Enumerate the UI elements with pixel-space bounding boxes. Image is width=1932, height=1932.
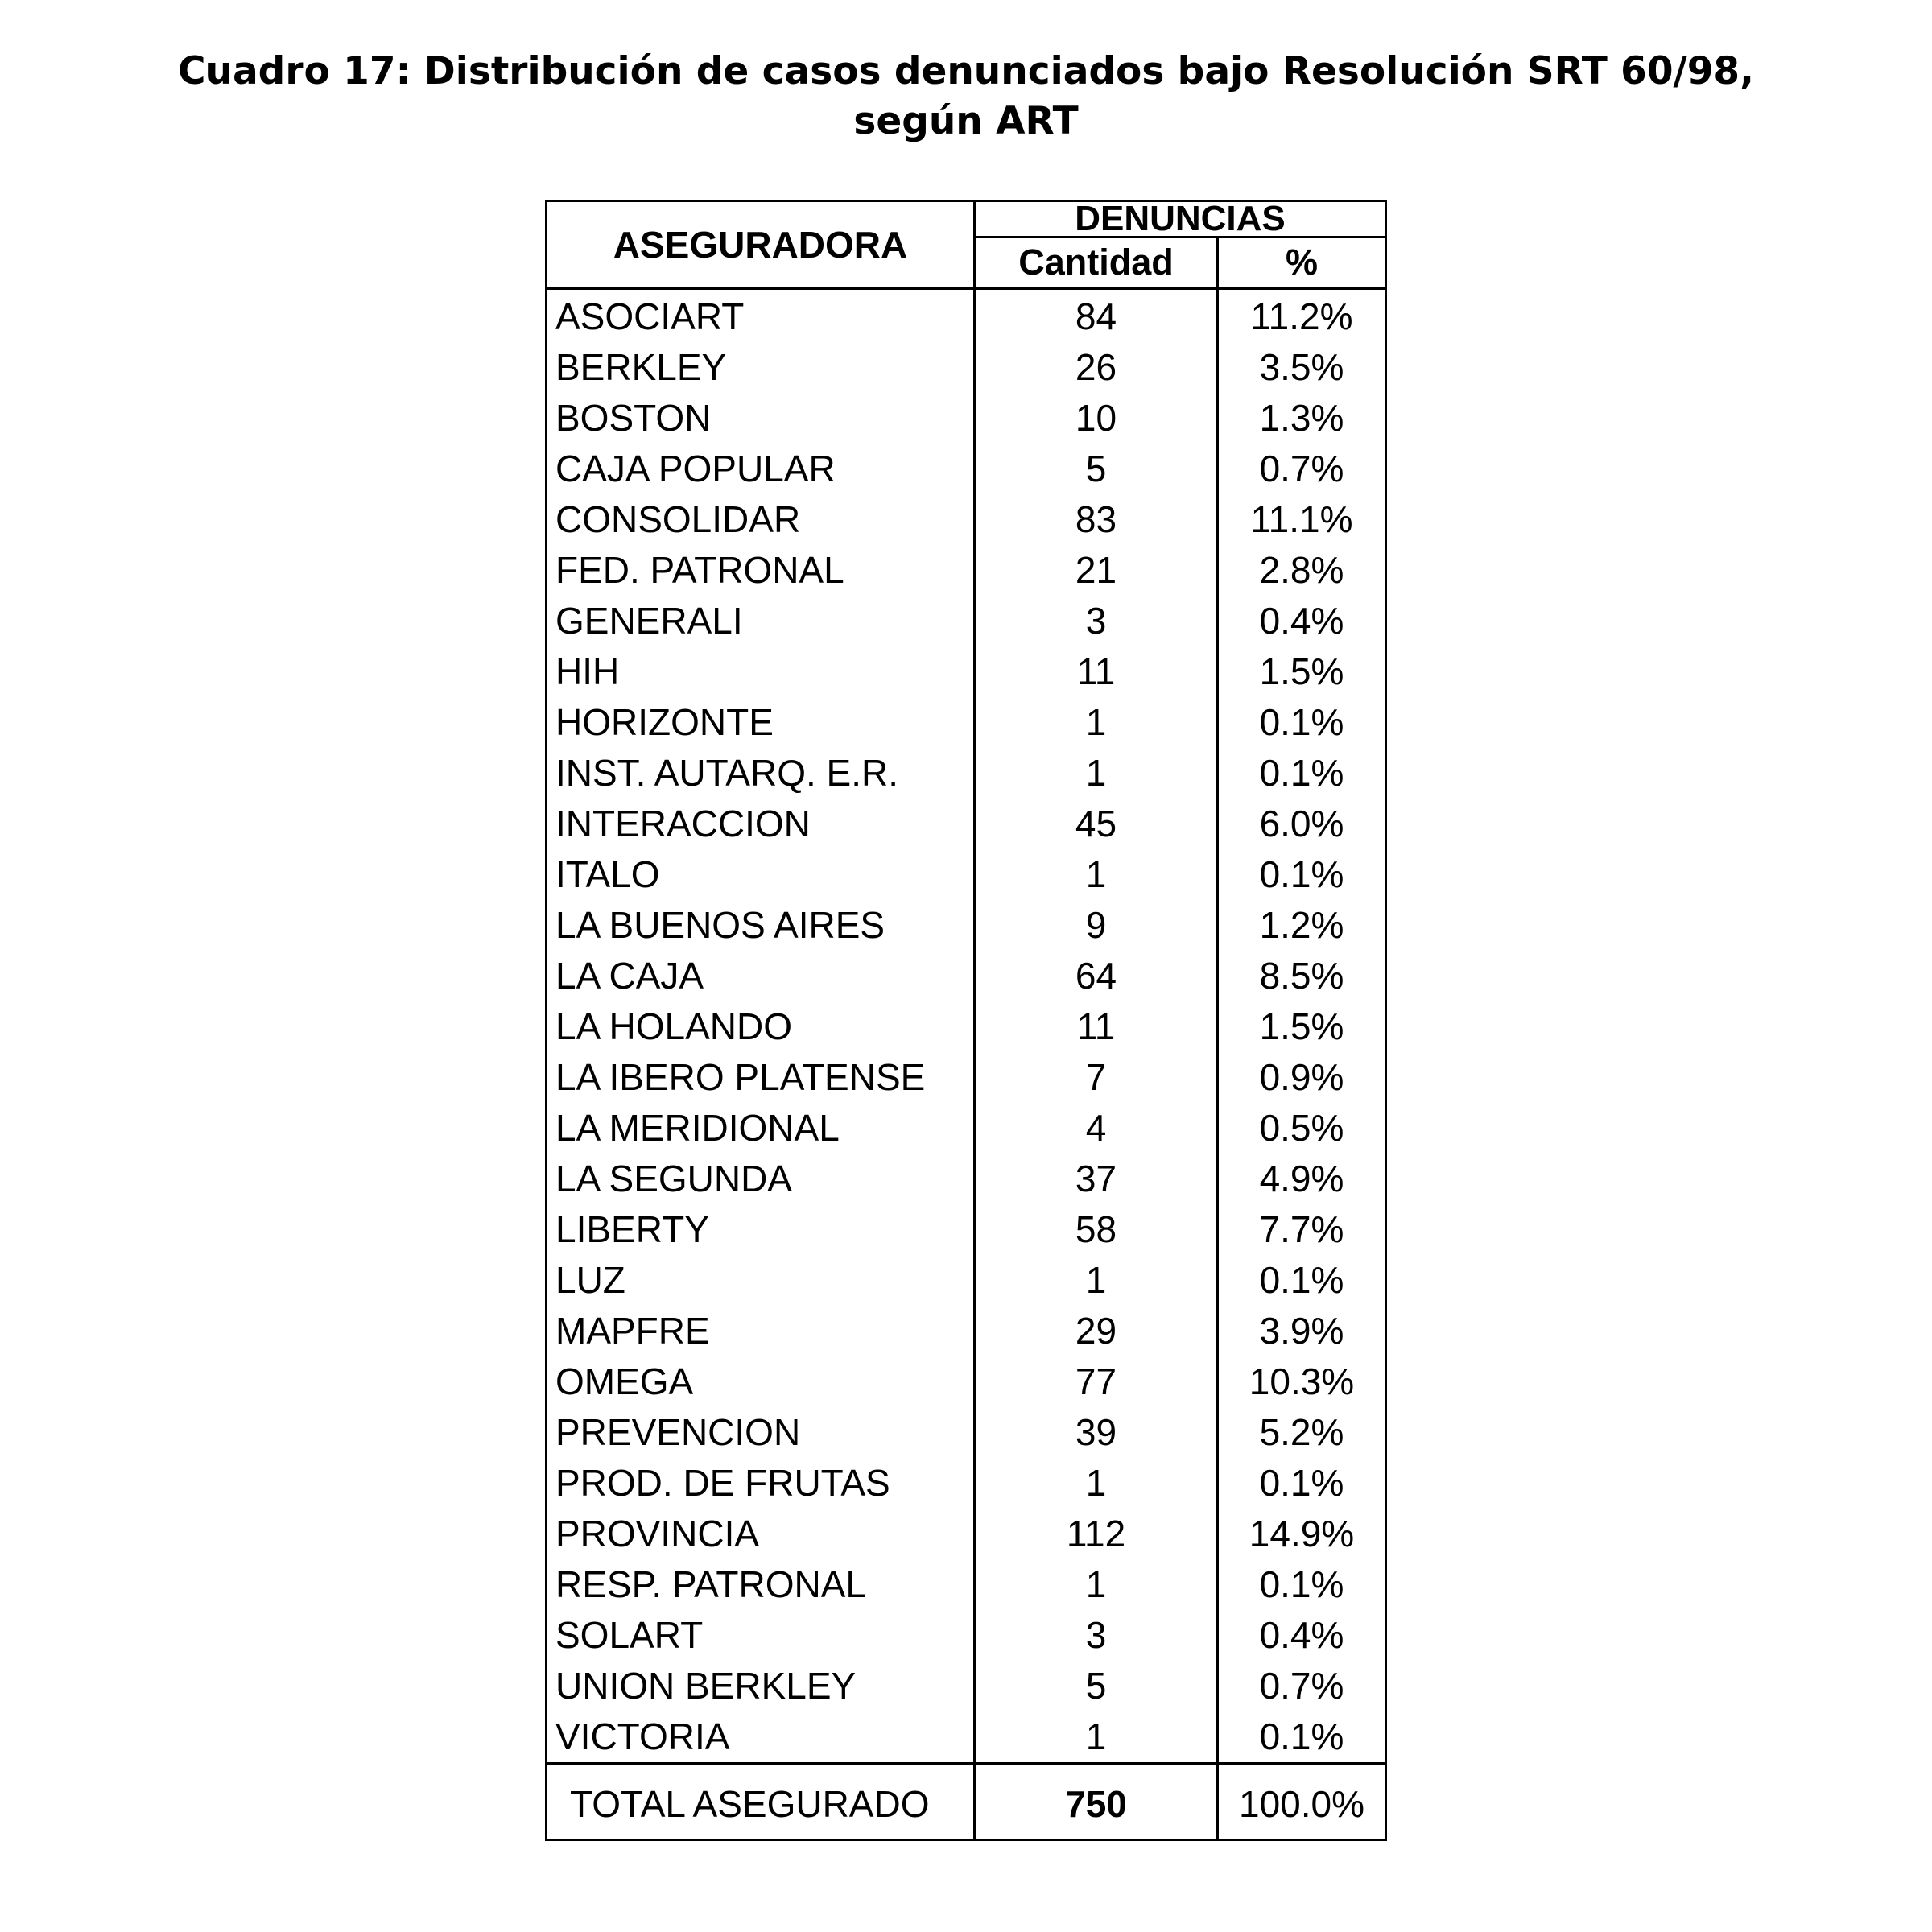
- table-row: [547, 1356, 1386, 1407]
- table-row: [547, 1407, 1386, 1458]
- table-row: [547, 799, 1386, 849]
- cantidad-cell: 11: [975, 1001, 1218, 1052]
- table-header: [547, 201, 1386, 289]
- insurer-name: UNION BERKLEY: [547, 1661, 975, 1711]
- insurer-name: INST. AUTARQ. E.R.: [547, 748, 975, 799]
- insurer-name: ITALO: [547, 849, 975, 900]
- percent-cell: 5.2%: [1259, 1411, 1344, 1453]
- table-row: [547, 1052, 1386, 1103]
- percent-cell: 1.3%: [1259, 397, 1344, 439]
- cantidad-cell: 1: [975, 697, 1218, 748]
- cantidad-cell: 9: [975, 900, 1218, 951]
- percent-cell: 4.9%: [1259, 1158, 1344, 1199]
- table-row: [547, 951, 1386, 1001]
- cantidad-cell: 1: [975, 1458, 1218, 1509]
- cantidad-cell: 3: [975, 596, 1218, 646]
- cantidad-cell: 5: [975, 444, 1218, 494]
- table-row: [547, 1661, 1386, 1711]
- cantidad-cell: 77: [975, 1356, 1218, 1407]
- percent-cell: 0.5%: [1259, 1107, 1344, 1149]
- table-row: [547, 1255, 1386, 1306]
- total-percent: 100.0%: [1218, 1764, 1386, 1840]
- cantidad-cell: 10: [975, 393, 1218, 444]
- insurer-name: LA SEGUNDA: [547, 1154, 975, 1204]
- insurer-name: LA MERIDIONAL: [547, 1103, 975, 1154]
- table-row: [547, 849, 1386, 900]
- cantidad-cell: 37: [975, 1154, 1218, 1204]
- table-row: [547, 900, 1386, 951]
- insurer-name: HORIZONTE: [547, 697, 975, 748]
- table-row: [547, 1306, 1386, 1356]
- table-row: [547, 1154, 1386, 1204]
- cantidad-cell: 29: [975, 1306, 1218, 1356]
- table-row: [547, 494, 1386, 545]
- percent-cell: 1.2%: [1259, 904, 1344, 946]
- insurer-name: GENERALI: [547, 596, 975, 646]
- table-footer: [547, 1764, 1386, 1840]
- percent-cell: 0.1%: [1259, 853, 1344, 895]
- insurer-name: ASOCIART: [547, 289, 975, 343]
- table-row: [547, 1610, 1386, 1661]
- insurer-name: CONSOLIDAR: [547, 494, 975, 545]
- insurer-name: PROD. DE FRUTAS: [547, 1458, 975, 1509]
- cantidad-cell: 7: [975, 1052, 1218, 1103]
- insurer-name: PREVENCION: [547, 1407, 975, 1458]
- insurer-name: OMEGA: [547, 1356, 975, 1407]
- percent-cell: 0.1%: [1259, 1563, 1344, 1605]
- insurer-name: VICTORIA: [547, 1711, 975, 1764]
- percent-cell: 6.0%: [1259, 803, 1344, 844]
- table-row: [547, 1509, 1386, 1559]
- percent-cell: 0.1%: [1259, 1259, 1344, 1301]
- percent-cell: 0.1%: [1259, 752, 1344, 794]
- table-row: [547, 596, 1386, 646]
- percent-cell: 0.9%: [1259, 1056, 1344, 1098]
- percent-cell: 0.1%: [1259, 701, 1344, 743]
- cantidad-cell: 1: [975, 748, 1218, 799]
- percent-cell: 7.7%: [1259, 1208, 1344, 1250]
- percent-cell: 1.5%: [1259, 650, 1344, 692]
- title-line-1: Cuadro 17: Distribución de casos denunciados bajo Resolución SRT 60/98,: [178, 49, 1754, 93]
- percent-cell: 2.8%: [1259, 549, 1344, 591]
- percent-cell: 0.1%: [1259, 1715, 1344, 1757]
- insurer-name: BOSTON: [547, 393, 975, 444]
- insurer-name: SOLART: [547, 1610, 975, 1661]
- header-denuncias: DENUNCIAS: [975, 201, 1386, 237]
- table-row: [547, 1001, 1386, 1052]
- cantidad-cell: 58: [975, 1204, 1218, 1255]
- cantidad-cell: 112: [975, 1509, 1218, 1559]
- percent-cell: 3.9%: [1259, 1310, 1344, 1352]
- table-row: [547, 1559, 1386, 1610]
- cantidad-cell: 83: [975, 494, 1218, 545]
- cantidad-cell: 21: [975, 545, 1218, 596]
- percent-cell: 11.1%: [1250, 498, 1353, 540]
- percent-cell: 0.7%: [1259, 448, 1344, 489]
- insurer-name: LA CAJA: [547, 951, 975, 1001]
- insurer-name: LIBERTY: [547, 1204, 975, 1255]
- percent-cell: 11.2%: [1250, 295, 1353, 337]
- percent-cell: 0.4%: [1259, 600, 1344, 642]
- cantidad-cell: 26: [975, 342, 1218, 393]
- insurer-name: LA BUENOS AIRES: [547, 900, 975, 951]
- percent-cell: 3.5%: [1259, 346, 1344, 388]
- header-percent: %: [1218, 237, 1386, 288]
- cantidad-cell: 1: [975, 1559, 1218, 1610]
- header-cantidad: Cantidad: [975, 237, 1218, 288]
- cantidad-cell: 39: [975, 1407, 1218, 1458]
- insurer-name: INTERACCION: [547, 799, 975, 849]
- table-row: [547, 545, 1386, 596]
- percent-cell: 0.4%: [1259, 1614, 1344, 1656]
- insurer-name: LA IBERO PLATENSE: [547, 1052, 975, 1103]
- table-row: [547, 697, 1386, 748]
- table-row: [547, 1103, 1386, 1154]
- title-line-2: según ART: [853, 99, 1079, 143]
- insurer-name: LA HOLANDO: [547, 1001, 975, 1052]
- table-row: [547, 748, 1386, 799]
- insurer-name: BERKLEY: [547, 342, 975, 393]
- table-row: [547, 342, 1386, 393]
- insurer-name: CAJA POPULAR: [547, 444, 975, 494]
- table-row: [547, 1711, 1386, 1764]
- insurer-name: HIH: [547, 646, 975, 697]
- header-aseguradora: ASEGURADORA: [547, 201, 975, 289]
- cantidad-cell: 64: [975, 951, 1218, 1001]
- total-label: TOTAL ASEGURADO: [547, 1764, 975, 1840]
- table-row: [547, 289, 1386, 343]
- percent-cell: 0.7%: [1259, 1665, 1344, 1707]
- total-cantidad: 750: [975, 1764, 1218, 1840]
- cantidad-cell: 5: [975, 1661, 1218, 1711]
- insurer-name: FED. PATRONAL: [547, 545, 975, 596]
- cantidad-cell: 1: [975, 849, 1218, 900]
- cantidad-cell: 1: [975, 1711, 1218, 1764]
- table-body: [547, 289, 1386, 1764]
- table-row: [547, 1458, 1386, 1509]
- percent-cell: 8.5%: [1259, 955, 1344, 997]
- percent-cell: 10.3%: [1249, 1360, 1355, 1402]
- percent-cell: 1.5%: [1259, 1005, 1344, 1047]
- table-row: [547, 646, 1386, 697]
- percent-cell: 14.9%: [1249, 1513, 1355, 1554]
- cantidad-cell: 11: [975, 646, 1218, 697]
- insurer-name: LUZ: [547, 1255, 975, 1306]
- cantidad-cell: 3: [975, 1610, 1218, 1661]
- insurer-name: MAPFRE: [547, 1306, 975, 1356]
- total-row: [547, 1764, 1386, 1840]
- page-title: [0, 47, 1932, 147]
- insurers-table: [545, 200, 1387, 1841]
- cantidad-cell: 1: [975, 1255, 1218, 1306]
- cantidad-cell: 4: [975, 1103, 1218, 1154]
- insurer-name: RESP. PATRONAL: [547, 1559, 975, 1610]
- percent-cell: 0.1%: [1259, 1462, 1344, 1504]
- insurer-name: PROVINCIA: [547, 1509, 975, 1559]
- table-row: [547, 444, 1386, 494]
- table-row: [547, 393, 1386, 444]
- table-row: [547, 1204, 1386, 1255]
- cantidad-cell: 45: [975, 799, 1218, 849]
- cantidad-cell: 84: [975, 289, 1218, 343]
